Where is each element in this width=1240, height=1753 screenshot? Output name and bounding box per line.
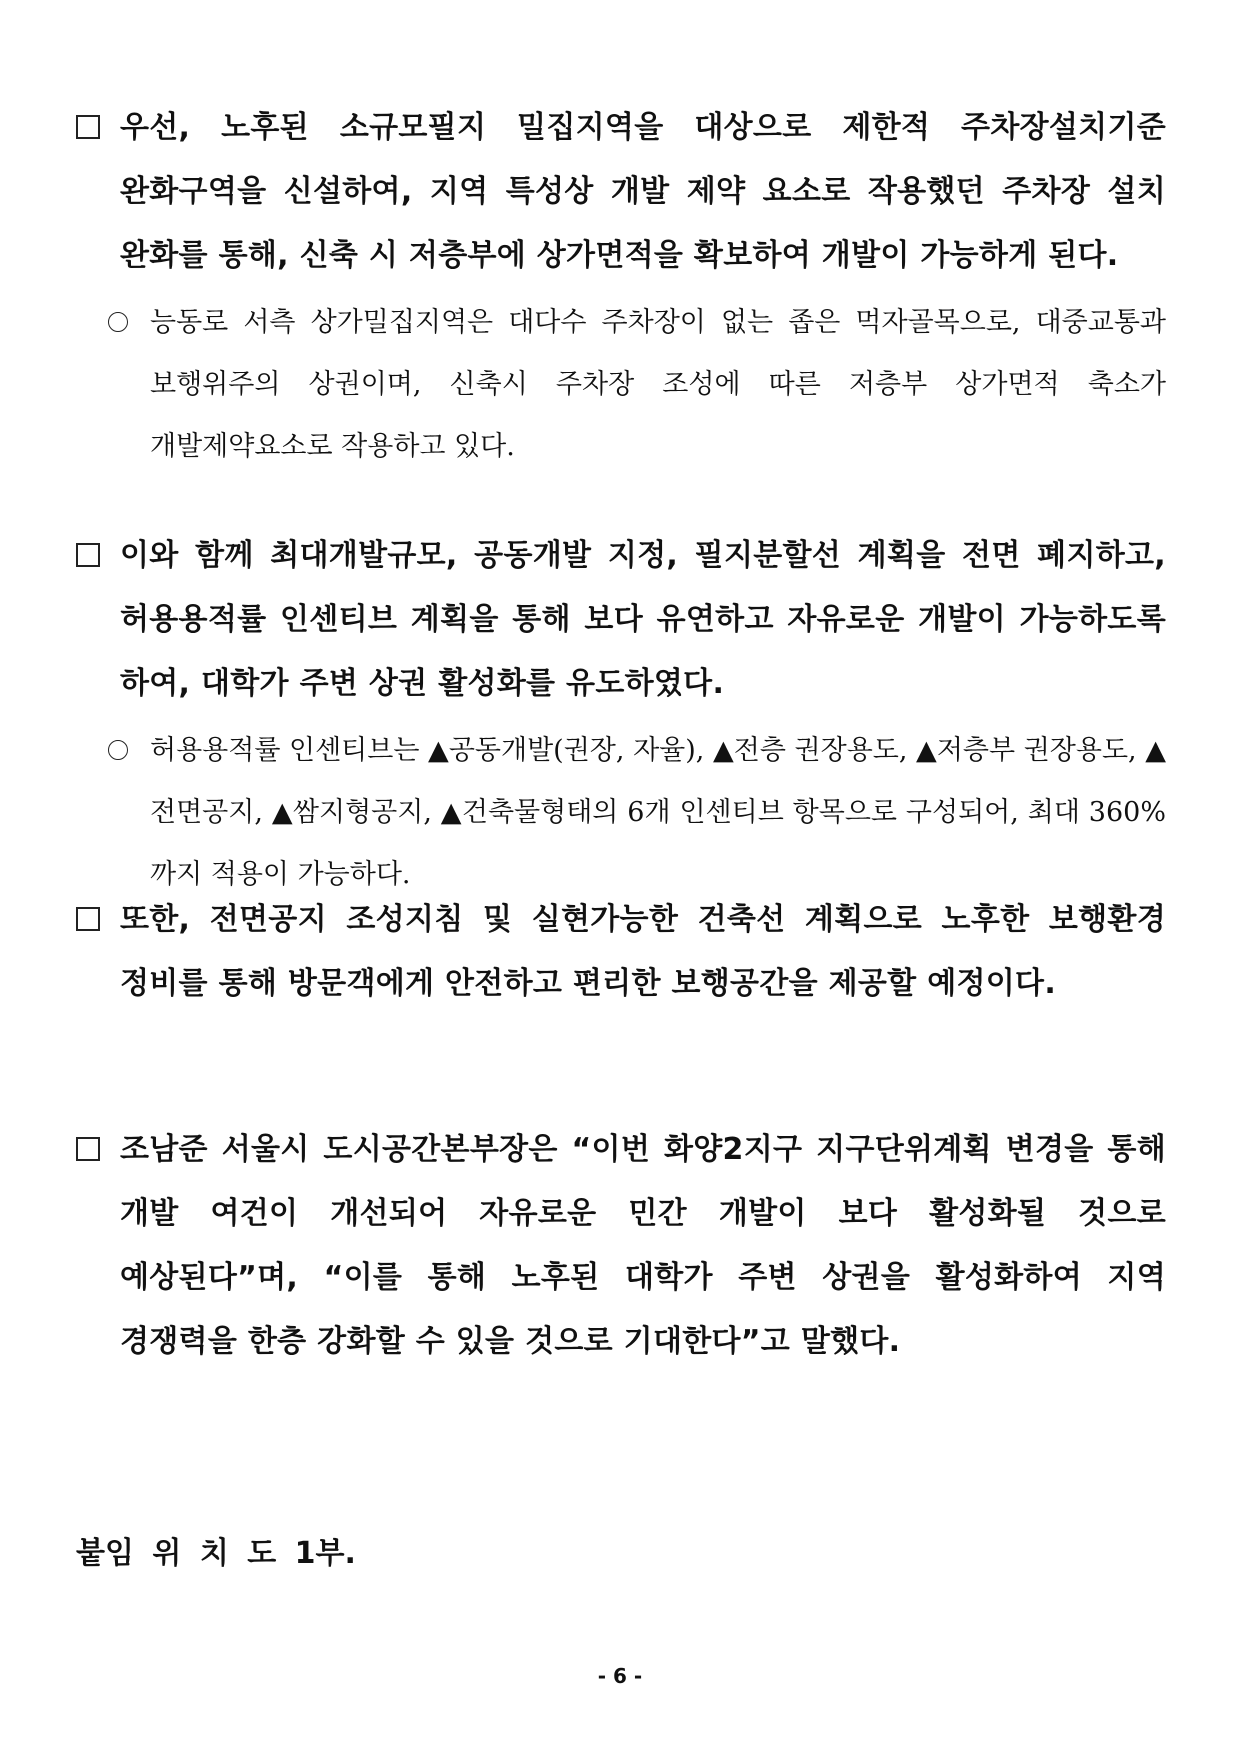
sub-item-text: 허용용적률 인센티브는 ▲공동개발(권장, 자율), ▲전층 권장용도, ▲저층부 권장용도, ▲전면공지, ▲쌈지형공지, ▲건축물형태의 6개 인센티브 항목으로 구성되어, 최대 360%까지 적용이 가능하다.	[150, 735, 1166, 890]
main-item-text: 또한, 전면공지 조성지침 및 실현가능한 건축선 계획으로 노후한 보행환경 정비를 통해 방문객에게 안전하고 편리한 보행공간을 제공할 예정이다.	[120, 902, 1166, 1001]
paragraph-4	[76, 1118, 1166, 1374]
checkbox-bullet-icon	[76, 1137, 100, 1161]
main-item	[76, 96, 1166, 288]
paragraph-3	[76, 888, 1166, 1016]
circle-bullet-icon	[108, 740, 128, 760]
paragraph-2	[76, 524, 1166, 906]
sub-item	[108, 292, 1166, 478]
paragraph-1	[76, 96, 1166, 478]
sub-item	[108, 720, 1166, 906]
checkbox-bullet-icon	[76, 907, 100, 931]
main-item-text: 이와 함께 최대개발규모, 공동개발 지정, 필지분할선 계획을 전면 폐지하고, 허용용적률 인센티브 계획을 통해 보다 유연하고 자유로운 개발이 가능하도록 하여, 대학가 주변 상권 활성화를 유도하였다.	[120, 538, 1166, 701]
attachment-note: 붙임 위 치 도 1부.	[76, 1536, 356, 1571]
main-item-text: 우선, 노후된 소규모필지 밀집지역을 대상으로 제한적 주차장설치기준 완화구역을 신설하여, 지역 특성상 개발 제약 요소로 작용했던 주차장 설치 완화를 통해, 신축 시 저층부에 상가면적을 확보하여 개발이 가능하게 된다.	[120, 110, 1166, 273]
sub-item-text: 능동로 서측 상가밀집지역은 대다수 주차장이 없는 좁은 먹자골목으로, 대중교통과 보행위주의 상권이며, 신축시 주차장 조성에 따른 저층부 상가면적 축소가 개발제약요소로 작용하고 있다.	[150, 307, 1166, 462]
main-item	[76, 524, 1166, 716]
checkbox-bullet-icon	[76, 115, 100, 139]
circle-bullet-icon	[108, 312, 128, 332]
checkbox-bullet-icon	[76, 543, 100, 567]
main-item-text: 조남준 서울시 도시공간본부장은 “이번 화양2지구 지구단위계획 변경을 통해 개발 여건이 개선되어 자유로운 민간 개발이 보다 활성화될 것으로 예상된다”며, “이를 통해 노후된 대학가 주변 상권을 활성화하여 지역 경쟁력을 한층 강화할 수 있을 것으로 기대한다”고 말했다.	[120, 1132, 1166, 1359]
main-item	[76, 888, 1166, 1016]
main-item	[76, 1118, 1166, 1374]
page-number: - 6 -	[597, 1664, 643, 1688]
